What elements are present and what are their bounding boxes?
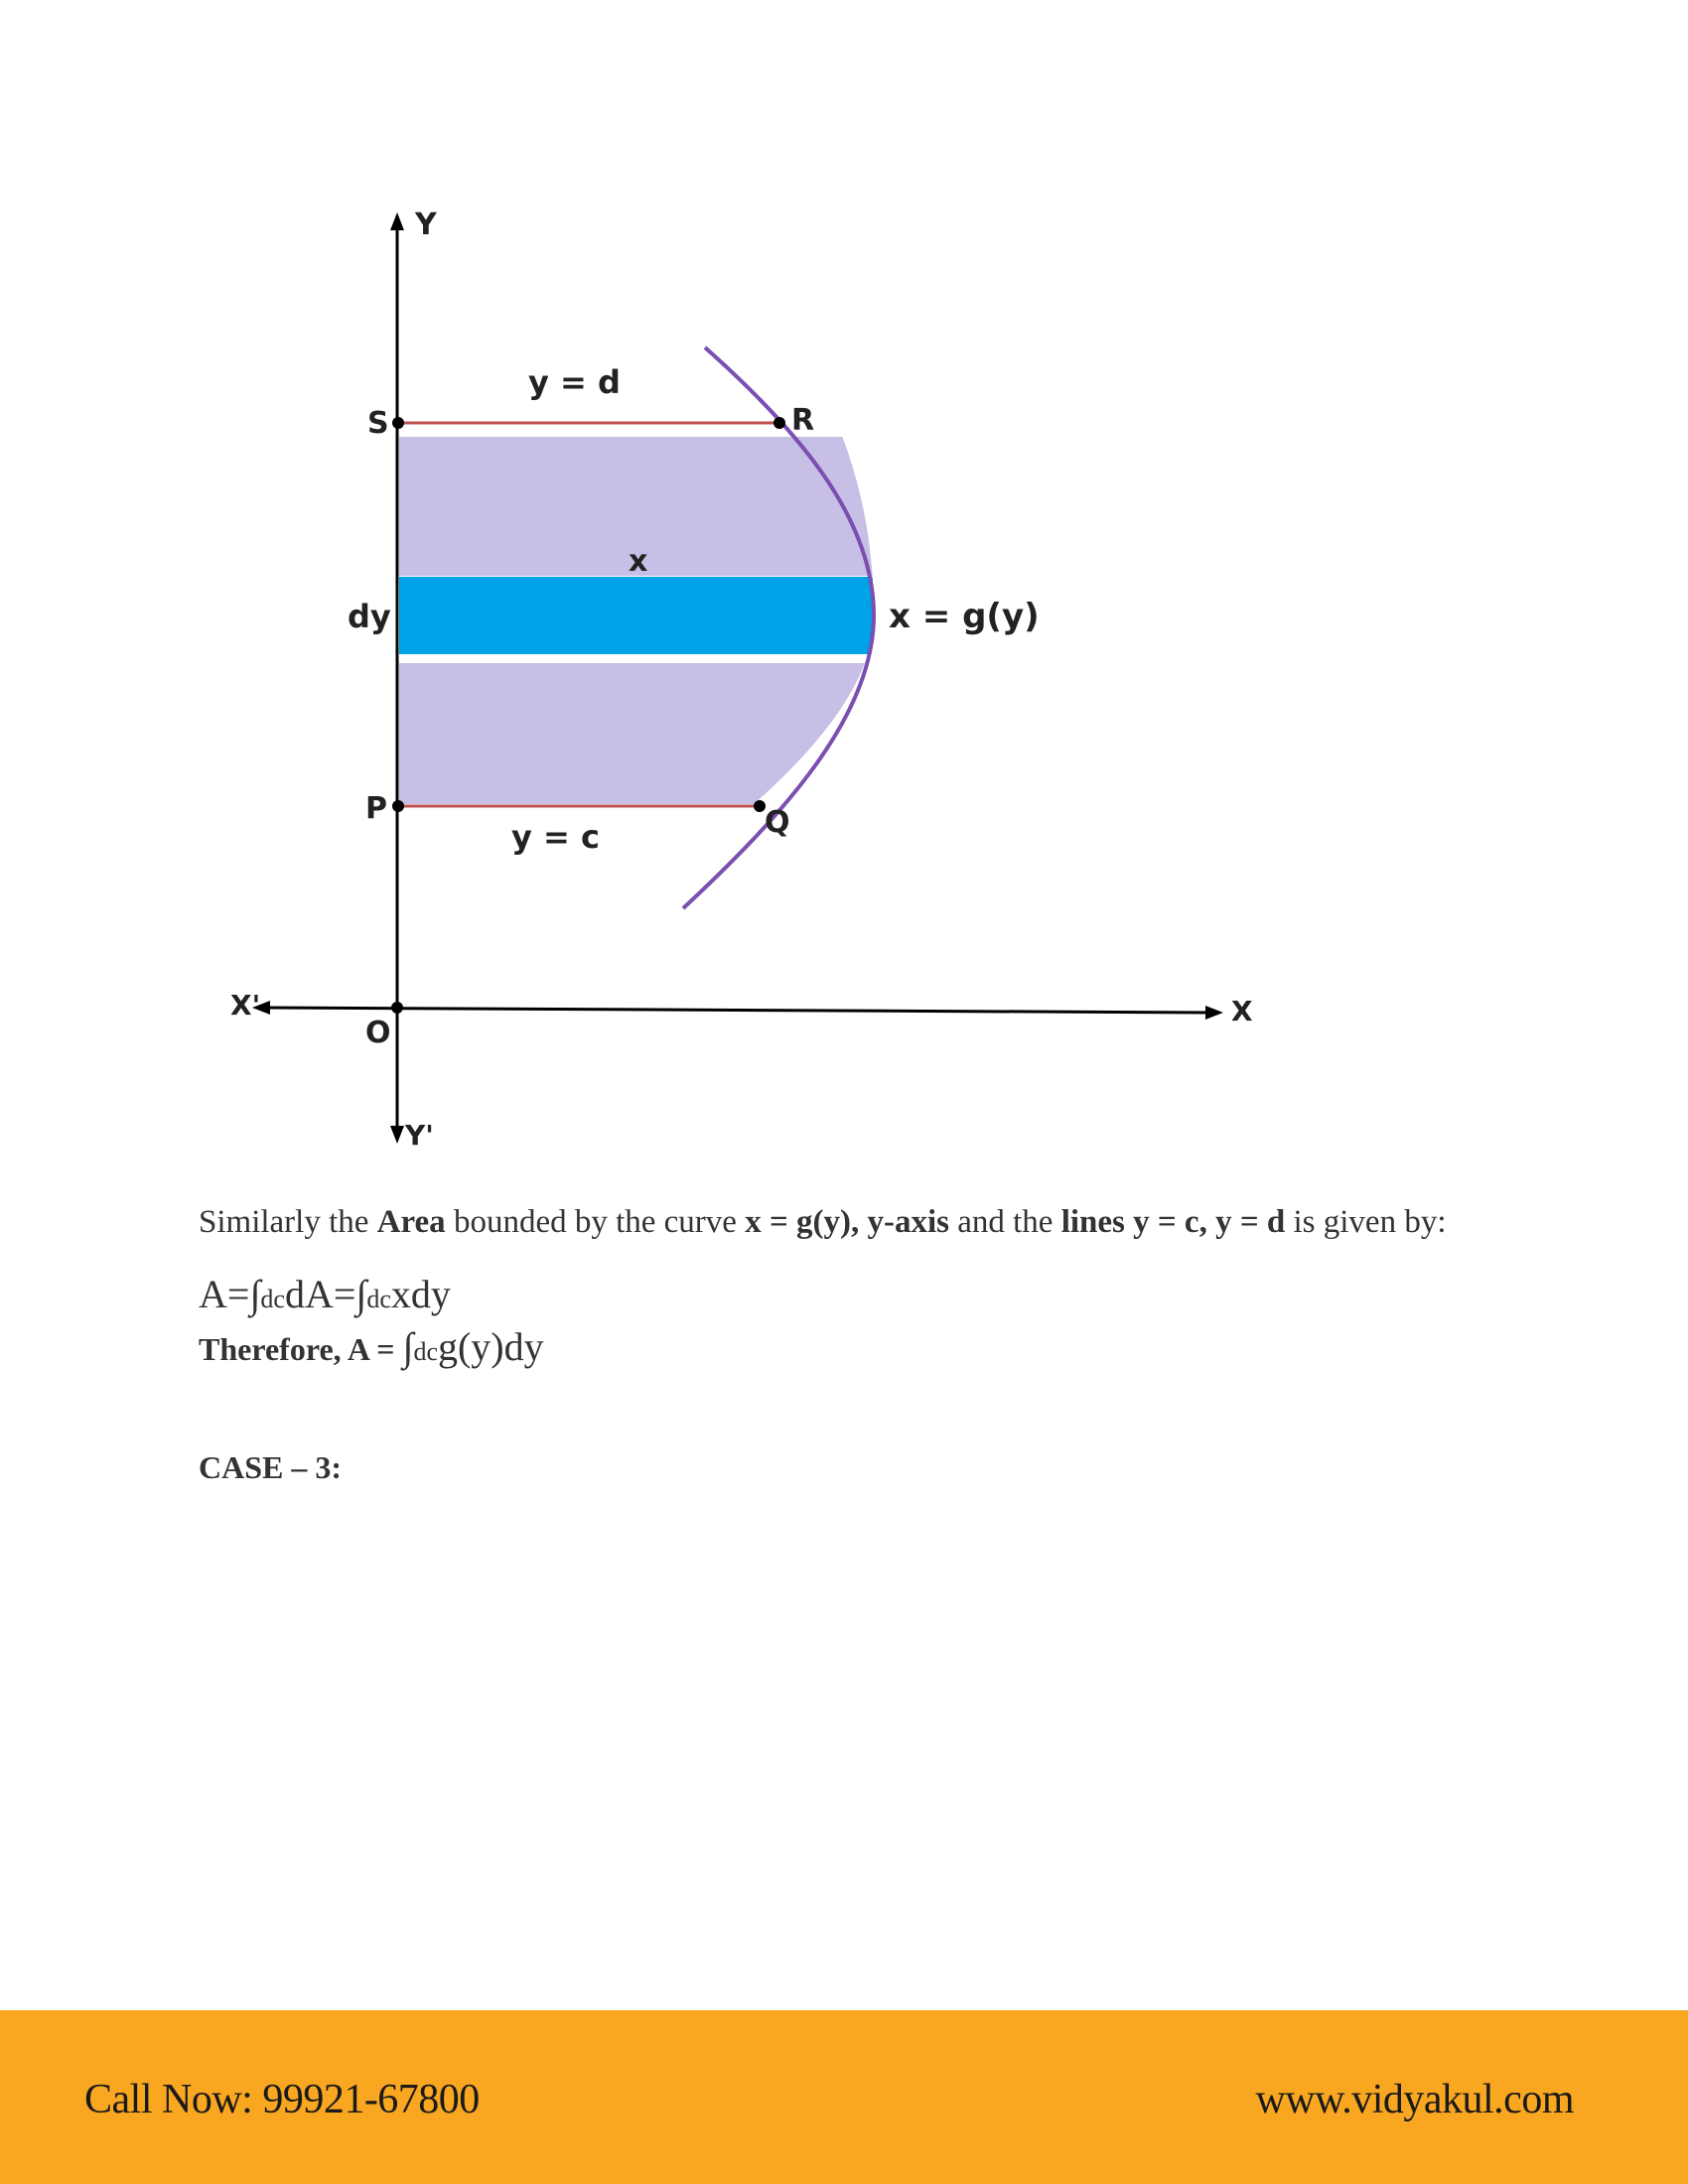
- upper-region: [399, 437, 995, 576]
- label-line-y-d: y = d: [528, 363, 621, 401]
- label-strip-width: dy: [348, 598, 391, 635]
- label-curve: x = g(y): [889, 597, 1040, 636]
- x-axis-arrow-right: [1205, 1006, 1223, 1020]
- para-bold-lines: lines y = c, y = d: [1060, 1204, 1286, 1240]
- formula1-lead: A=∫: [199, 1272, 261, 1316]
- formula1-limits-1: dc: [260, 1285, 285, 1313]
- point-s-dot: [392, 417, 404, 429]
- x-axis: [266, 1008, 1209, 1013]
- formula-therefore: [199, 1323, 544, 1370]
- para-text-2: bounded by the curve: [445, 1204, 746, 1240]
- para-bold-curve: x = g(y), y-axis: [745, 1204, 949, 1240]
- para-text-4: is given by:: [1285, 1204, 1447, 1240]
- lower-region: [399, 663, 995, 804]
- formula1-limits-2: dc: [366, 1285, 391, 1313]
- y-axis-arrow-up: [390, 212, 404, 230]
- y-axis-arrow-down: [390, 1126, 404, 1144]
- formula2-limits: dc: [413, 1337, 438, 1366]
- origin-dot: [391, 1002, 403, 1014]
- label-x-axis-neg: X': [230, 989, 261, 1022]
- formula2-lead: Therefore, A =: [199, 1331, 403, 1367]
- label-x-axis: X: [1231, 995, 1253, 1027]
- footer-website-link[interactable]: www.vidyakul.com: [1255, 2077, 1574, 2122]
- case-heading: CASE – 3:: [199, 1449, 343, 1485]
- label-point-s: S: [367, 406, 389, 441]
- point-p-dot: [392, 800, 404, 812]
- label-point-r: R: [791, 403, 815, 438]
- formula2-integral-sign: ∫: [402, 1324, 414, 1369]
- label-origin: O: [365, 1016, 391, 1050]
- formula2-tail: g(y)dy: [437, 1324, 544, 1369]
- label-point-p: P: [365, 791, 387, 826]
- label-strip-length: x: [629, 544, 648, 579]
- footer-bar: [0, 2010, 1688, 2184]
- label-y-axis-neg: Y': [405, 1119, 434, 1152]
- formula1-mid: dA=∫: [284, 1272, 367, 1316]
- point-r-dot: [774, 417, 785, 429]
- para-text-1: Similarly the: [199, 1204, 377, 1240]
- description-paragraph: [199, 1204, 1447, 1241]
- para-bold-area: Area: [376, 1204, 446, 1240]
- formula-area-integral: [199, 1271, 451, 1317]
- label-line-y-c: y = c: [511, 818, 600, 856]
- label-y-axis: Y: [415, 207, 437, 242]
- para-text-3: and the: [948, 1204, 1061, 1240]
- formula1-tail: xdy: [390, 1272, 451, 1316]
- footer-phone[interactable]: Call Now: 99921-67800: [84, 2077, 480, 2122]
- label-point-q: Q: [765, 805, 790, 840]
